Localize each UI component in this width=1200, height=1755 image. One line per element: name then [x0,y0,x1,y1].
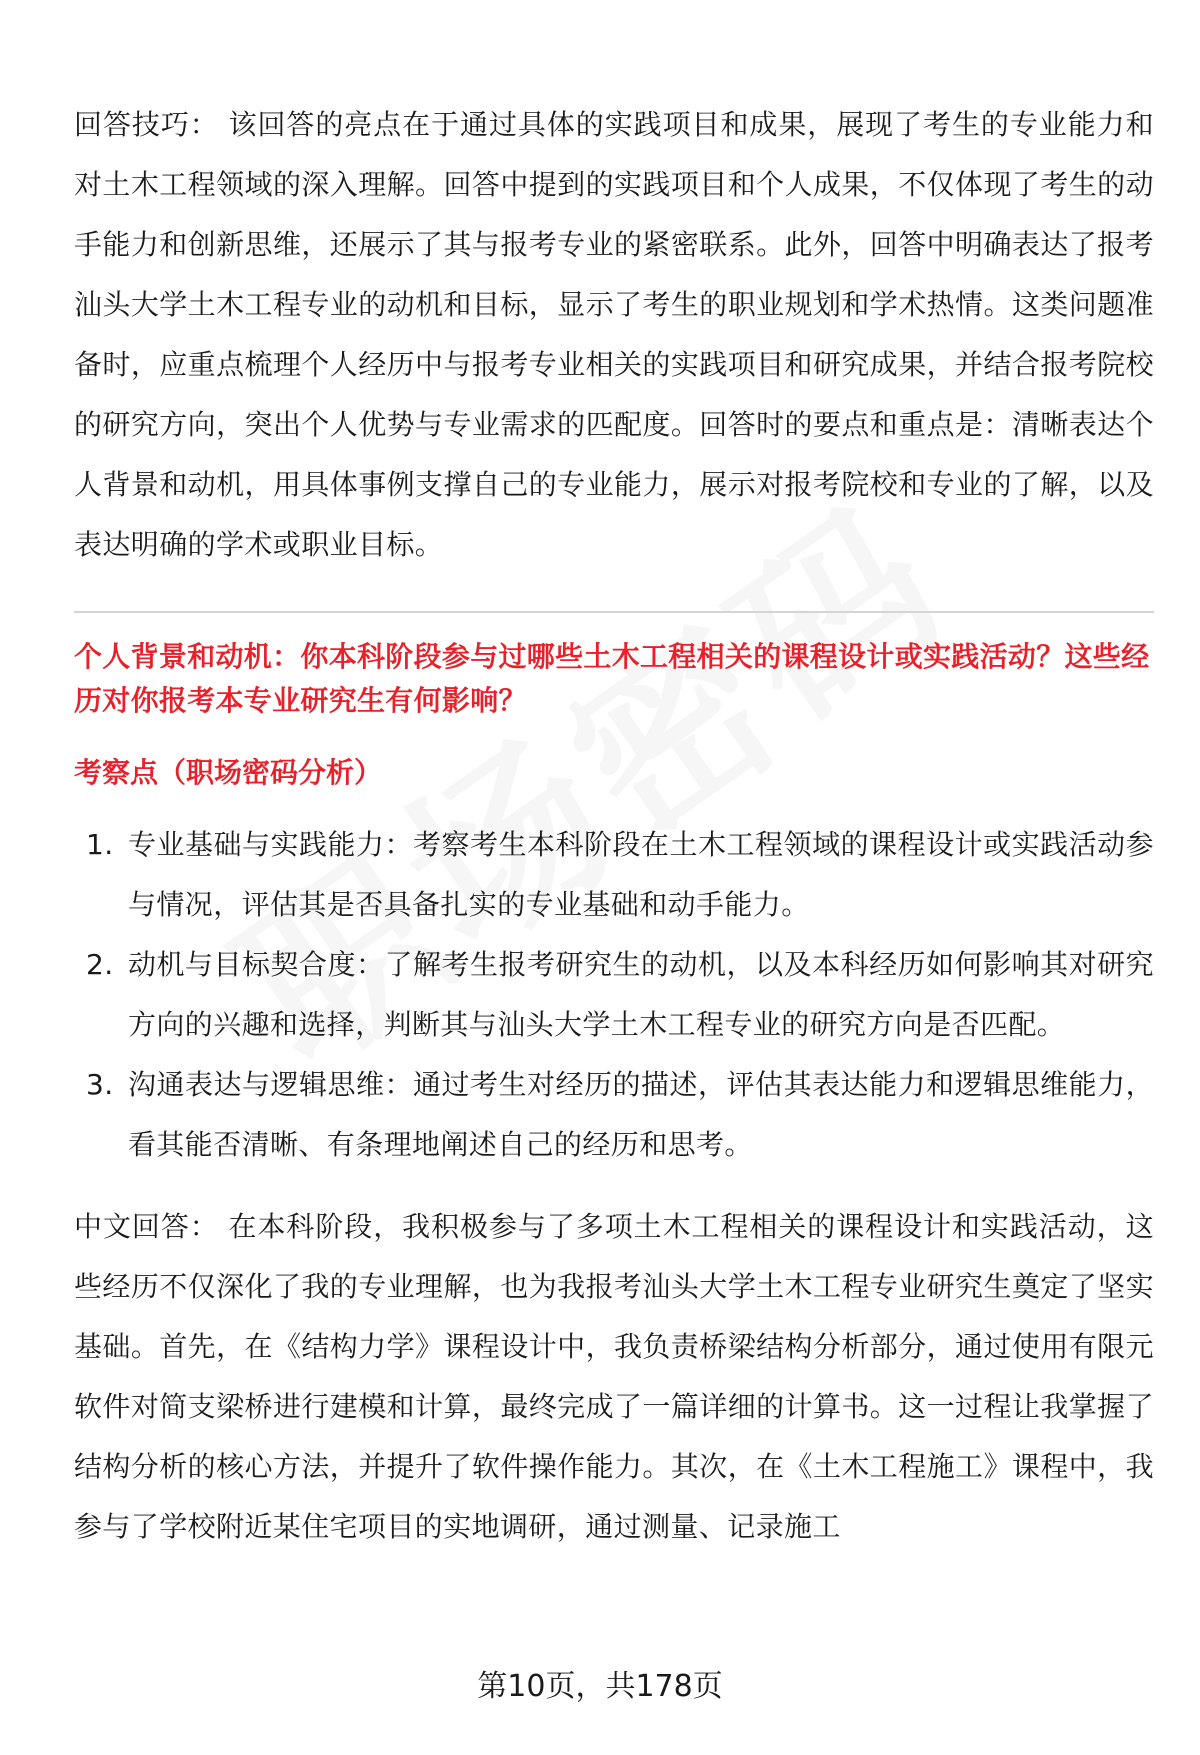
tips-paragraph: 回答技巧： 该回答的亮点在于通过具体的实践项目和成果，展现了考生的专业能力和对土木工程领域的深入理解。回答中提到的实践项目和个人成果，不仅体现了考生的动手能力和创新思维，还展示了其与报考专业的紧密联系。此外，回答中明确表达了报考汕头大学土木工程专业的动机和目标，显示了考生的职业规划和学术热情。这类问题准备时，应重点梳理个人经历中与报考专业相关的实践项目和研究成果，并结合报考院校的研究方向，突出个人优势与专业需求的匹配度。回答时的要点和重点是：清晰表达个人背景和动机，用具体事例支撑自己的专业能力，展示对报考院校和专业的了解，以及表达明确的学术或职业目标。 [74,108,1154,561]
list-item [74,815,1154,935]
list-item-number: 2. [86,948,114,981]
assessment-heading: 考察点（职场密码分析） [74,756,383,789]
list-item-number: 1. [86,828,114,861]
assessment-list [74,815,1154,1175]
list-item-text: 专业基础与实践能力：考察考生本科阶段在土木工程领域的课程设计或实践活动参与情况，评估其是否具备扎实的专业基础和动手能力。 [128,828,1154,921]
list-item-number: 3. [86,1068,114,1101]
question-heading: 个人背景和动机：你本科阶段参与过哪些土木工程相关的课程设计或实践活动？这些经历对你报考本专业研究生有何影响？ [74,640,1150,717]
list-item-text: 沟通表达与逻辑思维：通过考生对经历的描述，评估其表达能力和逻辑思维能力，看其能否清晰、有条理地阐述自己的经历和思考。 [128,1068,1154,1161]
list-item [74,1055,1154,1175]
section-divider [74,611,1154,613]
page-number-footer: 第10页，共178页 [477,1669,723,1704]
answer-paragraph: 中文回答： 在本科阶段，我积极参与了多项土木工程相关的课程设计和实践活动，这些经历不仅深化了我的专业理解，也为我报考汕头大学土木工程专业研究生奠定了坚实基础。首先，在《结构力学》课程设计中，我负责桥梁结构分析部分，通过使用有限元软件对简支梁桥进行建模和计算，最终完成了一篇详细的计算书。这一过程让我掌握了结构分析的核心方法，并提升了软件操作能力。其次，在《土木工程施工》课程中，我参与了学校附近某住宅项目的实地调研，通过测量、记录施工 [74,1210,1154,1543]
list-item [74,935,1154,1055]
list-item-text: 动机与目标契合度：了解考生报考研究生的动机，以及本科经历如何影响其对研究方向的兴趣和选择，判断其与汕头大学土木工程专业的研究方向是否匹配。 [128,948,1154,1041]
page-content [74,95,1154,1557]
